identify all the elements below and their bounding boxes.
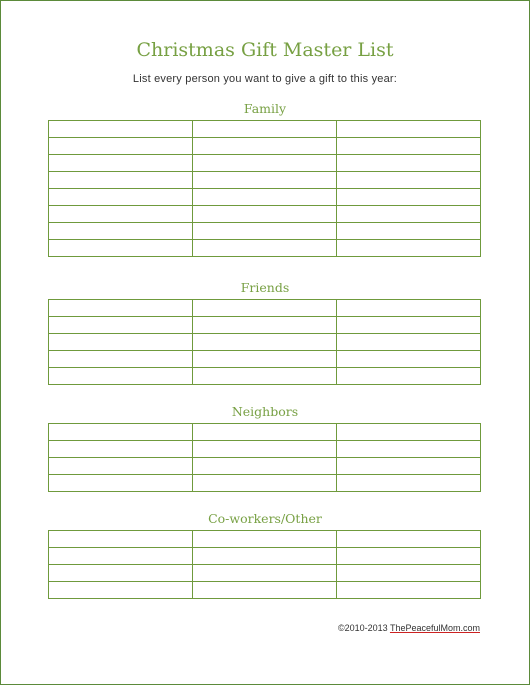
blank-cell[interactable] xyxy=(337,334,481,351)
blank-cell[interactable] xyxy=(193,368,337,385)
neighbors-table xyxy=(48,423,481,492)
blank-cell[interactable] xyxy=(49,240,193,257)
table-row xyxy=(49,206,481,223)
blank-cell[interactable] xyxy=(49,351,193,368)
blank-cell[interactable] xyxy=(49,565,193,582)
blank-cell[interactable] xyxy=(193,206,337,223)
table-row xyxy=(49,189,481,206)
blank-cell[interactable] xyxy=(49,475,193,492)
blank-cell[interactable] xyxy=(193,458,337,475)
blank-cell[interactable] xyxy=(193,582,337,599)
blank-cell[interactable] xyxy=(49,206,193,223)
footer-credit xyxy=(338,623,480,633)
section-heading-coworkers: Co-workers/Other xyxy=(208,511,322,526)
blank-cell[interactable] xyxy=(337,189,481,206)
blank-cell[interactable] xyxy=(337,206,481,223)
blank-cell[interactable] xyxy=(337,121,481,138)
blank-cell[interactable] xyxy=(49,548,193,565)
blank-cell[interactable] xyxy=(337,531,481,548)
blank-cell[interactable] xyxy=(49,317,193,334)
table-row xyxy=(49,223,481,240)
blank-cell[interactable] xyxy=(193,565,337,582)
blank-cell[interactable] xyxy=(337,223,481,240)
table-row xyxy=(49,172,481,189)
blank-cell[interactable] xyxy=(193,334,337,351)
blank-cell[interactable] xyxy=(49,138,193,155)
blank-cell[interactable] xyxy=(49,458,193,475)
blank-cell[interactable] xyxy=(49,189,193,206)
blank-cell[interactable] xyxy=(193,475,337,492)
blank-cell[interactable] xyxy=(337,300,481,317)
table-row xyxy=(49,368,481,385)
blank-cell[interactable] xyxy=(49,531,193,548)
table-row xyxy=(49,317,481,334)
friends-table xyxy=(48,299,481,385)
table-row xyxy=(49,531,481,548)
table-row xyxy=(49,582,481,599)
blank-cell[interactable] xyxy=(193,155,337,172)
blank-cell[interactable] xyxy=(49,155,193,172)
blank-cell[interactable] xyxy=(337,582,481,599)
table-row xyxy=(49,300,481,317)
blank-cell[interactable] xyxy=(337,458,481,475)
blank-cell[interactable] xyxy=(49,121,193,138)
blank-cell[interactable] xyxy=(337,351,481,368)
blank-cell[interactable] xyxy=(49,300,193,317)
table-row xyxy=(49,155,481,172)
table-row xyxy=(49,138,481,155)
blank-cell[interactable] xyxy=(193,138,337,155)
blank-cell[interactable] xyxy=(337,240,481,257)
table-row xyxy=(49,441,481,458)
blank-cell[interactable] xyxy=(337,317,481,334)
section-heading-family: Family xyxy=(243,101,287,116)
blank-cell[interactable] xyxy=(49,334,193,351)
blank-cell[interactable] xyxy=(193,351,337,368)
coworkers-table xyxy=(48,530,481,599)
table-row xyxy=(49,424,481,441)
website-link[interactable]: ThePeacefulMom.com xyxy=(389,623,480,633)
blank-cell[interactable] xyxy=(193,424,337,441)
blank-cell[interactable] xyxy=(193,531,337,548)
copyright-text: ©2010-2013 xyxy=(337,623,390,633)
blank-cell[interactable] xyxy=(193,441,337,458)
page-title: Christmas Gift Master List xyxy=(136,39,394,61)
blank-cell[interactable] xyxy=(337,475,481,492)
page-subtitle: List every person you want to give a gift to this year: xyxy=(132,73,398,85)
blank-cell[interactable] xyxy=(49,368,193,385)
table-row xyxy=(49,475,481,492)
family-table xyxy=(48,120,481,257)
table-row xyxy=(49,351,481,368)
section-heading-neighbors: Neighbors xyxy=(231,404,299,419)
table-row xyxy=(49,240,481,257)
blank-cell[interactable] xyxy=(193,317,337,334)
blank-cell[interactable] xyxy=(193,300,337,317)
section-heading-friends: Friends xyxy=(240,280,290,295)
table-row xyxy=(49,334,481,351)
blank-cell[interactable] xyxy=(49,223,193,240)
blank-cell[interactable] xyxy=(337,441,481,458)
blank-cell[interactable] xyxy=(193,189,337,206)
blank-cell[interactable] xyxy=(337,155,481,172)
blank-cell[interactable] xyxy=(49,441,193,458)
blank-cell[interactable] xyxy=(193,548,337,565)
blank-cell[interactable] xyxy=(337,172,481,189)
blank-cell[interactable] xyxy=(49,424,193,441)
blank-cell[interactable] xyxy=(337,424,481,441)
blank-cell[interactable] xyxy=(49,172,193,189)
table-row xyxy=(49,548,481,565)
blank-cell[interactable] xyxy=(337,368,481,385)
table-row xyxy=(49,565,481,582)
blank-cell[interactable] xyxy=(193,223,337,240)
blank-cell[interactable] xyxy=(337,548,481,565)
blank-cell[interactable] xyxy=(49,582,193,599)
blank-cell[interactable] xyxy=(193,172,337,189)
blank-cell[interactable] xyxy=(337,565,481,582)
table-row xyxy=(49,458,481,475)
blank-cell[interactable] xyxy=(193,121,337,138)
blank-cell[interactable] xyxy=(193,240,337,257)
table-row xyxy=(49,121,481,138)
blank-cell[interactable] xyxy=(337,138,481,155)
